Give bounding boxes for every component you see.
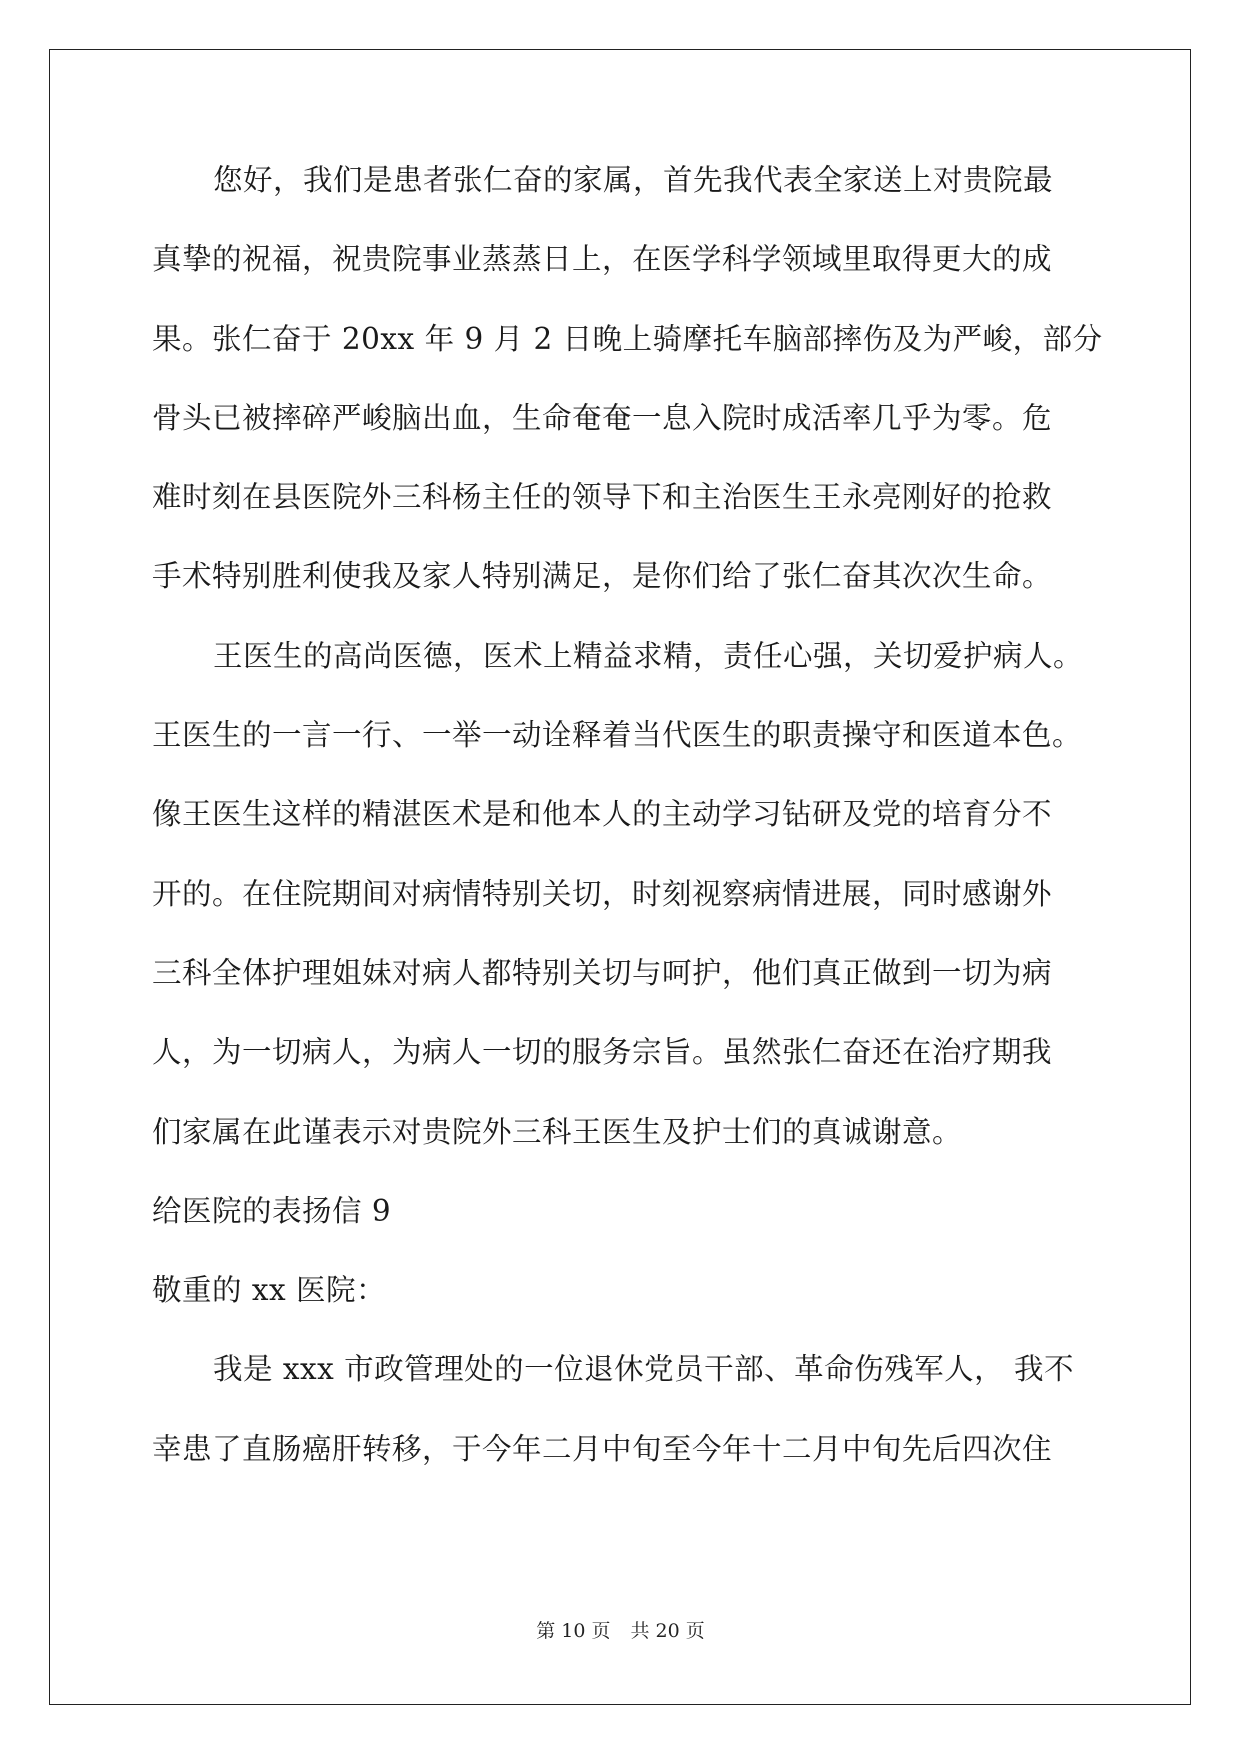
paragraph-line: 难时刻在县医院外三科杨主任的领导下和主治医生王永亮刚好的抢救 [152, 480, 1053, 515]
paragraph-line: 真挚的祝福，祝贵院事业蒸蒸日上，在医学科学领域里取得更大的成 [152, 242, 1053, 277]
paragraph-line: 人，为一切病人，为病人一切的服务宗旨。虽然张仁奋还在治疗期我 [152, 1035, 1053, 1070]
paragraph-line: 三科全体护理姐妹对病人都特别关切与呵护，他们真正做到一切为病 [152, 955, 1053, 990]
paragraph-line: 骨头已被摔碎严峻脑出血，生命奄奄一息入院时成活率几乎为零。危 [152, 400, 1053, 435]
section-heading: 给医院的表扬信 9 [152, 1193, 392, 1228]
document-body [152, 160, 1103, 1508]
paragraph-line: 像王医生这样的精湛医术是和他本人的主动学习钻研及党的培育分不 [152, 797, 1053, 832]
page-total: 共 20 页 [630, 1620, 705, 1642]
paragraph-line: 王医生的高尚医德，医术上精益求精，责任心强，关切爱护病人。 [213, 638, 1084, 673]
paragraph-line: 您好，我们是患者张仁奋的家属，首先我代表全家送上对贵院最 [213, 163, 1054, 197]
paragraph-line: 王医生的一言一行、一举一动诠释着当代医生的职责操守和医道本色。 [152, 718, 1083, 753]
paragraph-line: 们家属在此谨表示对贵院外三科王医生及护士们的真诚谢意。 [152, 1114, 963, 1149]
paragraph-line: 开的。在住院期间对病情特别关切，时刻视察病情进展，同时感谢外 [152, 876, 1053, 911]
salutation: 敬重的 xx 医院： [152, 1273, 387, 1308]
paragraph-line: 果。张仁奋于 20xx 年 9 月 2 日晚上骑摩托车脑部摔伤及为严峻，部分 [152, 321, 1103, 356]
paragraph-line: 手术特别胜利使我及家人特别满足，是你们给了张仁奋其次次生命。 [152, 559, 1053, 594]
page-footer [0, 1616, 1241, 1643]
paragraph-line: 幸患了直肠癌肝转移，于今年二月中旬至今年十二月中旬先后四次住 [152, 1431, 1053, 1466]
paragraph-line: 我是 xxx 市政管理处的一位退休党员干部、革命伤残军人， 我不 [213, 1352, 1075, 1387]
page-number: 第 10 页 [536, 1620, 611, 1642]
